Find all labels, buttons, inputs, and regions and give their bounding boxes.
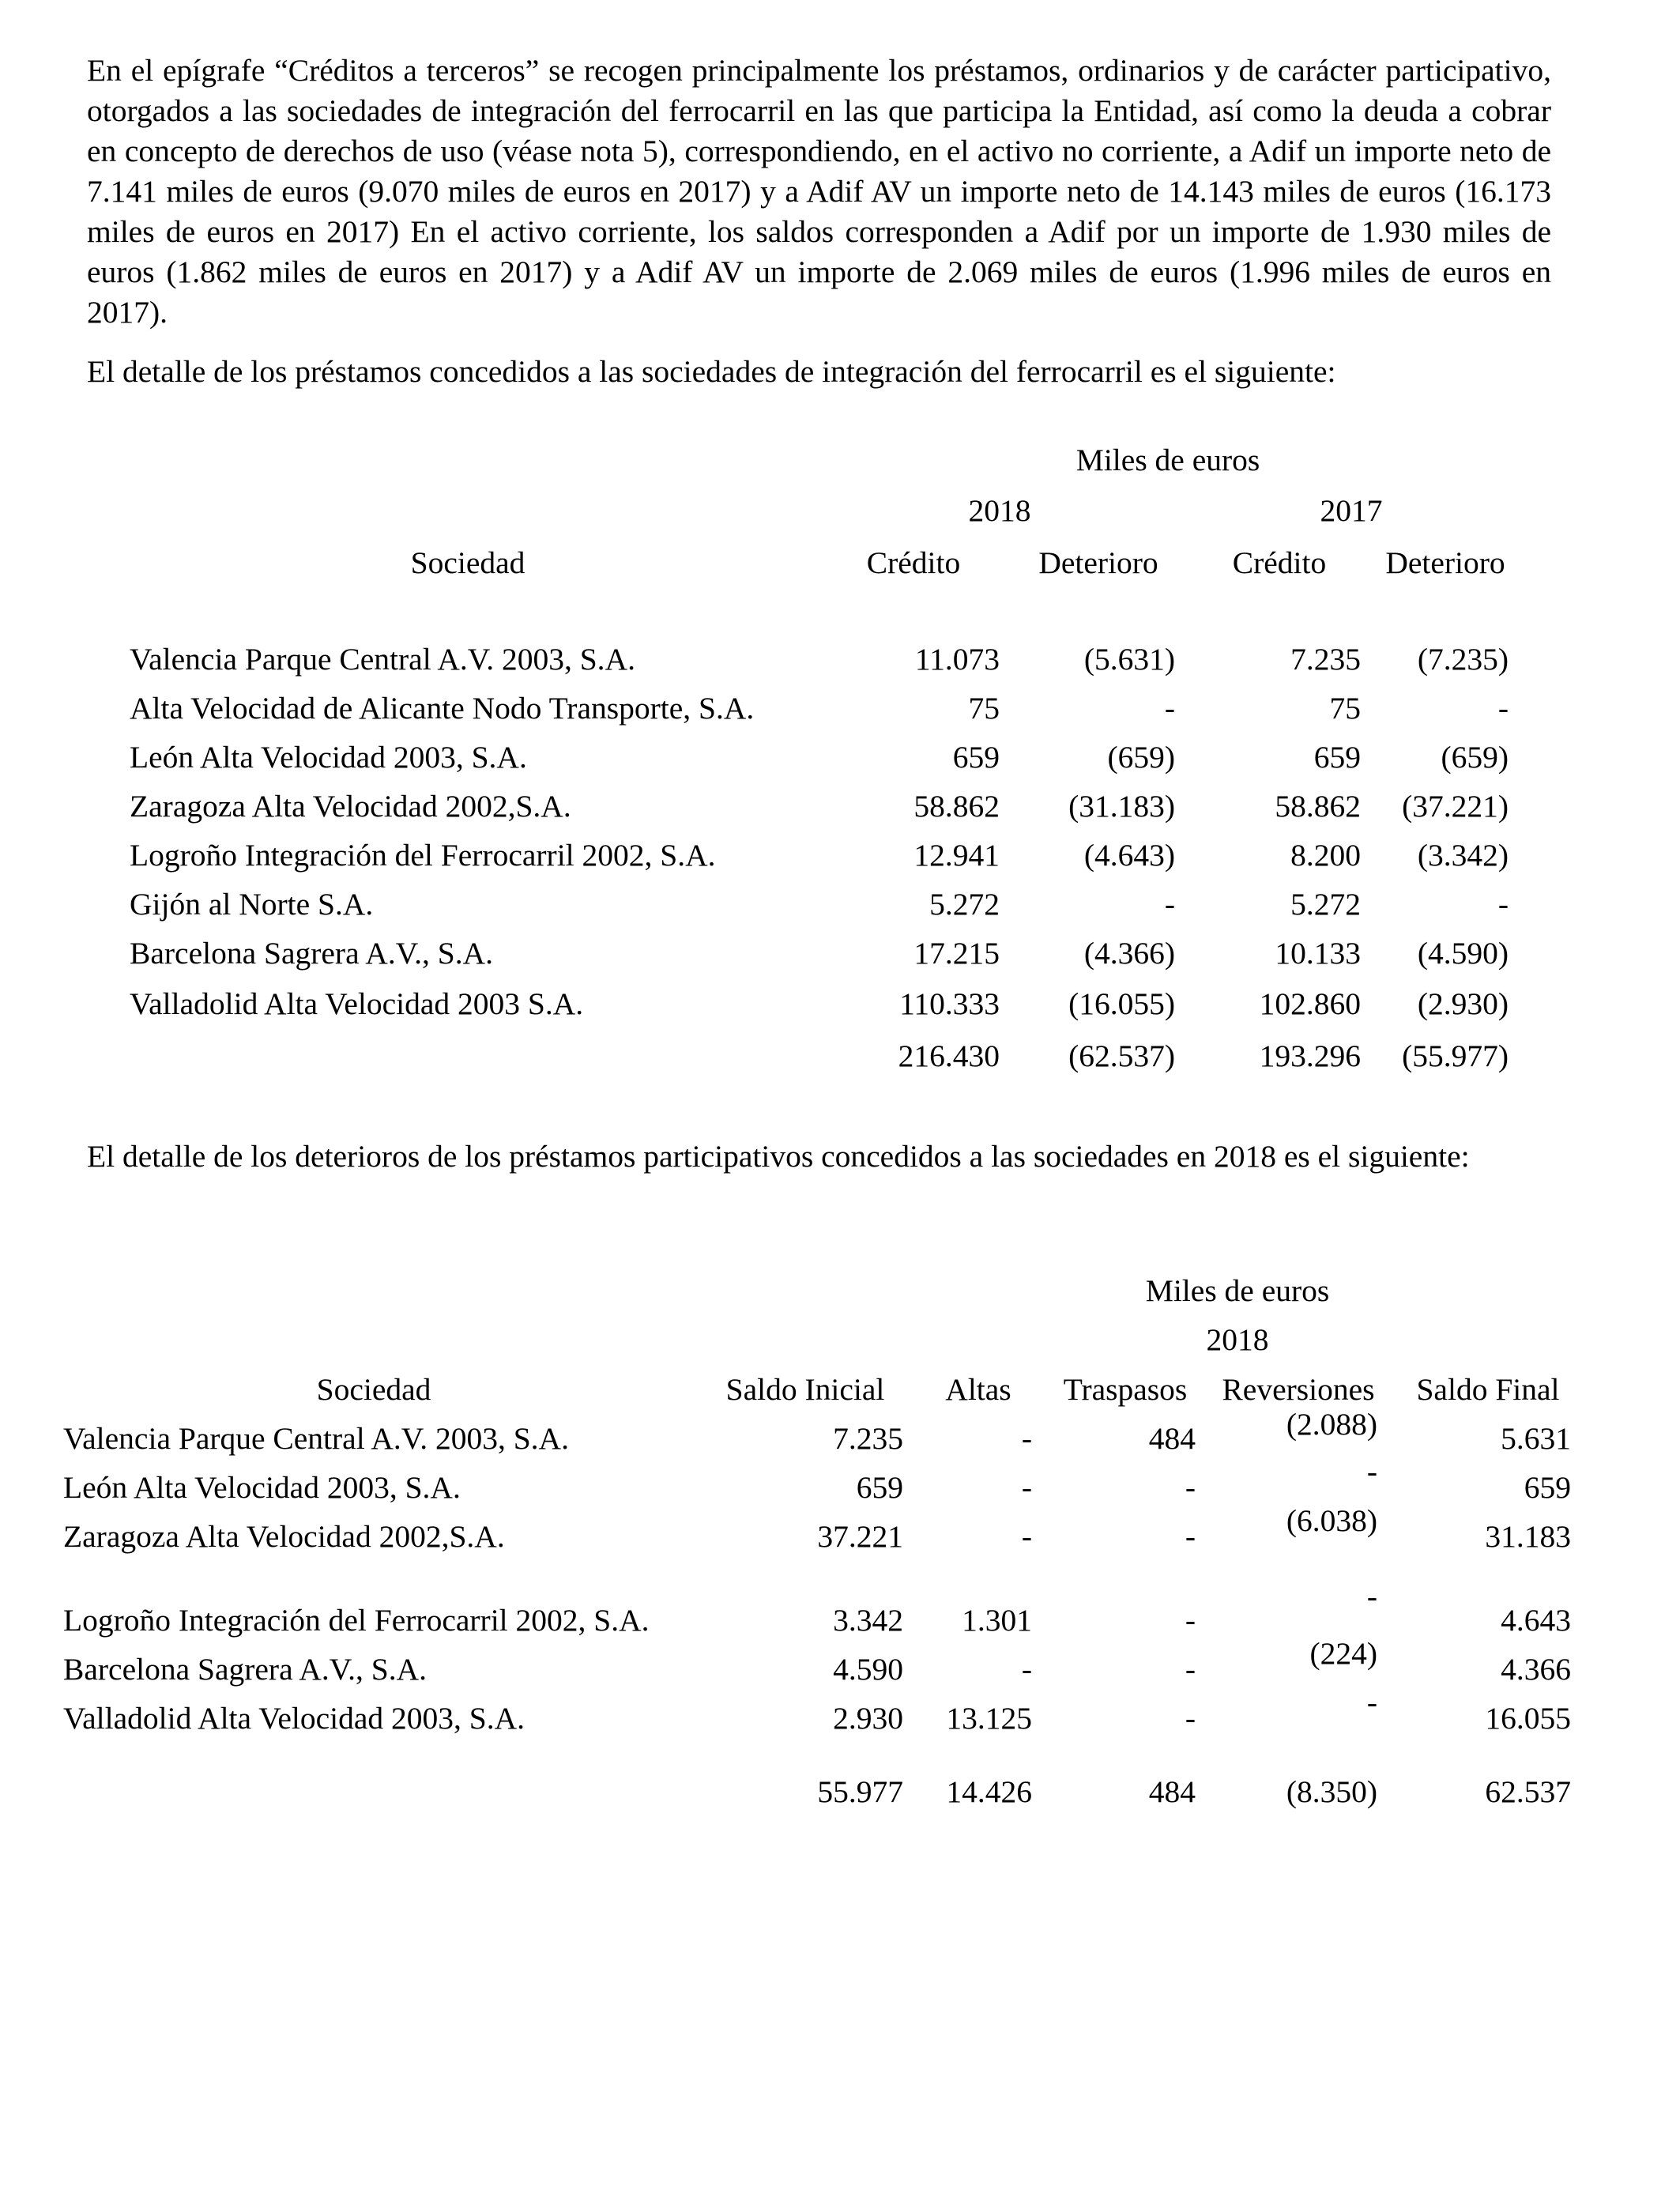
loans-table-col-credit-2018: Crédito: [866, 545, 961, 580]
impairments-table-year: 2018: [1206, 1322, 1269, 1357]
impairments-row-final: 659: [1524, 1470, 1571, 1505]
impairments-row-company: Barcelona Sagrera A.V., S.A.: [63, 1652, 427, 1687]
impairments-row-initial: 659: [856, 1470, 903, 1505]
loans-row-impairment-2018: (4.643): [1083, 838, 1175, 873]
loans-row-credit-2018: 58.862: [913, 789, 1000, 824]
impairments-row-reversals: (2.088): [1286, 1407, 1377, 1442]
loans-table-col-impairment-2018: Deterioro: [1038, 545, 1158, 580]
loans-row-impairment-2018: (659): [1107, 740, 1175, 775]
impairments-row-reversals: -: [1366, 1454, 1377, 1489]
impairments-row-company: Logroño Integración del Ferrocarril 2002, S.A.: [63, 1603, 650, 1638]
impairments-row-additions: 13.125: [946, 1701, 1032, 1736]
impairments-row-additions: -: [1021, 1519, 1032, 1554]
loans-row-company: Barcelona Sagrera A.V., S.A.: [130, 936, 493, 971]
impairments-row-company: Valencia Parque Central A.V. 2003, S.A.: [63, 1421, 569, 1456]
loans-row-credit-2018: 659: [952, 740, 1000, 775]
impairments-row-company: Zaragoza Alta Velocidad 2002,S.A.: [63, 1519, 505, 1554]
loans-row-impairment-2018: -: [1164, 691, 1175, 726]
impairments-total-initial: 55.977: [817, 1774, 903, 1809]
loans-row-company: Zaragoza Alta Velocidad 2002,S.A.: [130, 789, 571, 824]
loans-table-units-header: Miles de euros: [1075, 443, 1260, 477]
impairments-row-initial: 4.590: [833, 1652, 903, 1687]
loans-row-credit-2017: 7.235: [1290, 642, 1361, 677]
loans-total-impairment-2018: (62.537): [1068, 1039, 1175, 1073]
impairments-total-final: 62.537: [1485, 1774, 1571, 1809]
loans-row-credit-2017: 75: [1329, 691, 1361, 726]
impairments-row-final: 16.055: [1485, 1701, 1571, 1736]
loans-row-impairment-2018: (16.055): [1068, 986, 1175, 1021]
loans-row-credit-2017: 8.200: [1290, 838, 1361, 873]
impairments-table-col-reversals: Reversiones: [1222, 1372, 1375, 1407]
impairments-row-final: 4.643: [1501, 1603, 1571, 1638]
loans-row-credit-2018: 11.073: [914, 642, 1000, 677]
loans-row-impairment-2017: (7.235): [1417, 642, 1509, 677]
loans-row-credit-2018: 17.215: [913, 936, 1000, 971]
impairments-row-final: 31.183: [1485, 1519, 1571, 1554]
loans-row-credit-2017: 58.862: [1275, 789, 1361, 824]
loans-row-company: Valencia Parque Central A.V. 2003, S.A.: [130, 642, 635, 677]
loans-table-year-2017: 2017: [1320, 493, 1383, 528]
impairments-row-initial: 3.342: [833, 1603, 903, 1638]
impairments-row-reversals: (6.038): [1286, 1503, 1377, 1538]
impairments-row-transfers: -: [1185, 1603, 1196, 1638]
impairments-row-company: León Alta Velocidad 2003, S.A.: [63, 1470, 461, 1505]
loans-row-company: Valladolid Alta Velocidad 2003 S.A.: [130, 986, 584, 1021]
loans-total-credit-2017: 193.296: [1259, 1039, 1361, 1073]
impairments-row-transfers: -: [1185, 1519, 1196, 1554]
loans-row-company: León Alta Velocidad 2003, S.A.: [130, 740, 527, 775]
loans-row-credit-2018: 75: [968, 691, 1000, 726]
impairments-total-reversals: (8.350): [1286, 1774, 1377, 1809]
impairments-row-reversals: (224): [1309, 1636, 1377, 1671]
loans-total-impairment-2017: (55.977): [1402, 1039, 1509, 1073]
loans-row-impairment-2017: (2.930): [1417, 986, 1509, 1021]
table2-intro-paragraph: El detalle de los deterioros de los préstamos participativos concedidos a las sociedades en 2018 es el siguiente:: [87, 1139, 1470, 1174]
loans-row-impairment-2018: (4.366): [1083, 936, 1175, 971]
loans-row-company: Alta Velocidad de Alicante Nodo Transporte, S.A.: [130, 691, 755, 726]
impairments-table-col-company: Sociedad: [316, 1372, 431, 1407]
loans-row-company: Gijón al Norte S.A.: [130, 887, 374, 922]
impairments-total-transfers: 484: [1148, 1774, 1196, 1809]
loans-row-impairment-2017: -: [1497, 691, 1509, 726]
impairments-table-col-initial: Saldo Inicial: [725, 1372, 885, 1407]
loans-row-impairment-2017: -: [1497, 887, 1509, 922]
impairments-row-reversals: -: [1366, 1579, 1377, 1614]
table1-intro-paragraph: El detalle de los préstamos concedidos a las sociedades de integración del ferrocarril es el siguiente:: [87, 354, 1336, 389]
impairments-total-additions: 14.426: [946, 1774, 1032, 1809]
impairments-row-company: Valladolid Alta Velocidad 2003, S.A.: [63, 1701, 525, 1736]
impairments-table-units-header: Miles de euros: [1145, 1273, 1330, 1308]
impairments-table-col-final: Saldo Final: [1416, 1372, 1560, 1407]
impairments-row-additions: 1.301: [962, 1603, 1032, 1638]
loans-row-credit-2018: 12.941: [913, 838, 1000, 873]
loans-table-col-credit-2017: Crédito: [1232, 545, 1327, 580]
loans-row-credit-2017: 5.272: [1290, 887, 1361, 922]
loans-row-credit-2017: 102.860: [1259, 986, 1361, 1021]
loans-row-credit-2018: 5.272: [929, 887, 1000, 922]
loans-table-year-2018: 2018: [968, 493, 1031, 528]
impairments-row-transfers: -: [1185, 1652, 1196, 1687]
loans-row-credit-2017: 659: [1313, 740, 1361, 775]
impairments-table-col-transfers: Traspasos: [1063, 1372, 1188, 1407]
loans-row-impairment-2018: (5.631): [1083, 642, 1175, 677]
impairments-row-final: 4.366: [1501, 1652, 1571, 1687]
loans-row-credit-2018: 110.333: [899, 986, 1000, 1021]
loans-table-col-impairment-2017: Deterioro: [1385, 545, 1505, 580]
impairments-table-col-additions: Altas: [945, 1372, 1011, 1407]
loans-row-impairment-2018: -: [1164, 887, 1175, 922]
loans-row-impairment-2017: (37.221): [1402, 789, 1509, 824]
loans-total-credit-2018: 216.430: [898, 1039, 1000, 1073]
impairments-row-initial: 37.221: [817, 1519, 903, 1554]
impairments-row-transfers: -: [1185, 1470, 1196, 1505]
intro-paragraph: En el epígrafe “Créditos a terceros” se recogen principalmente los préstamos, ordinarios y de carácter participativo, otorgados a las sociedades de integración del ferrocarril en las que participa la Entidad, así como la deuda a cobrar en concepto de derechos de uso (véase nota 5), correspondiendo, en el activo no corriente, a Adif un importe neto de 7.141 miles de euros (9.070 miles de euros en 2017) y a Adif AV un importe neto de 14.143 miles de euros (16.173 miles de euros en 2017) En el activo corriente, los saldos corresponden a Adif por un importe de 1.930 miles de euros (1.862 miles de euros en 2017) y a Adif AV un importe de 2.069 miles de euros (1.996 miles de euros en 2017).: [87, 53, 1551, 330]
loans-row-credit-2017: 10.133: [1275, 936, 1361, 971]
impairments-row-transfers: -: [1185, 1701, 1196, 1736]
impairments-row-initial: 7.235: [833, 1421, 903, 1456]
impairments-row-additions: -: [1021, 1421, 1032, 1456]
loans-table-col-company: Sociedad: [410, 545, 525, 580]
impairments-row-final: 5.631: [1501, 1421, 1571, 1456]
loans-row-company: Logroño Integración del Ferrocarril 2002, S.A.: [130, 838, 716, 873]
loans-row-impairment-2017: (659): [1441, 740, 1509, 775]
impairments-row-initial: 2.930: [833, 1701, 903, 1736]
loans-row-impairment-2017: (3.342): [1417, 838, 1509, 873]
impairments-row-additions: -: [1021, 1470, 1032, 1505]
loans-row-impairment-2017: (4.590): [1417, 936, 1509, 971]
impairments-row-transfers: 484: [1148, 1421, 1196, 1456]
loans-row-impairment-2018: (31.183): [1068, 789, 1175, 824]
impairments-row-reversals: -: [1366, 1685, 1377, 1720]
impairments-row-additions: -: [1021, 1652, 1032, 1687]
